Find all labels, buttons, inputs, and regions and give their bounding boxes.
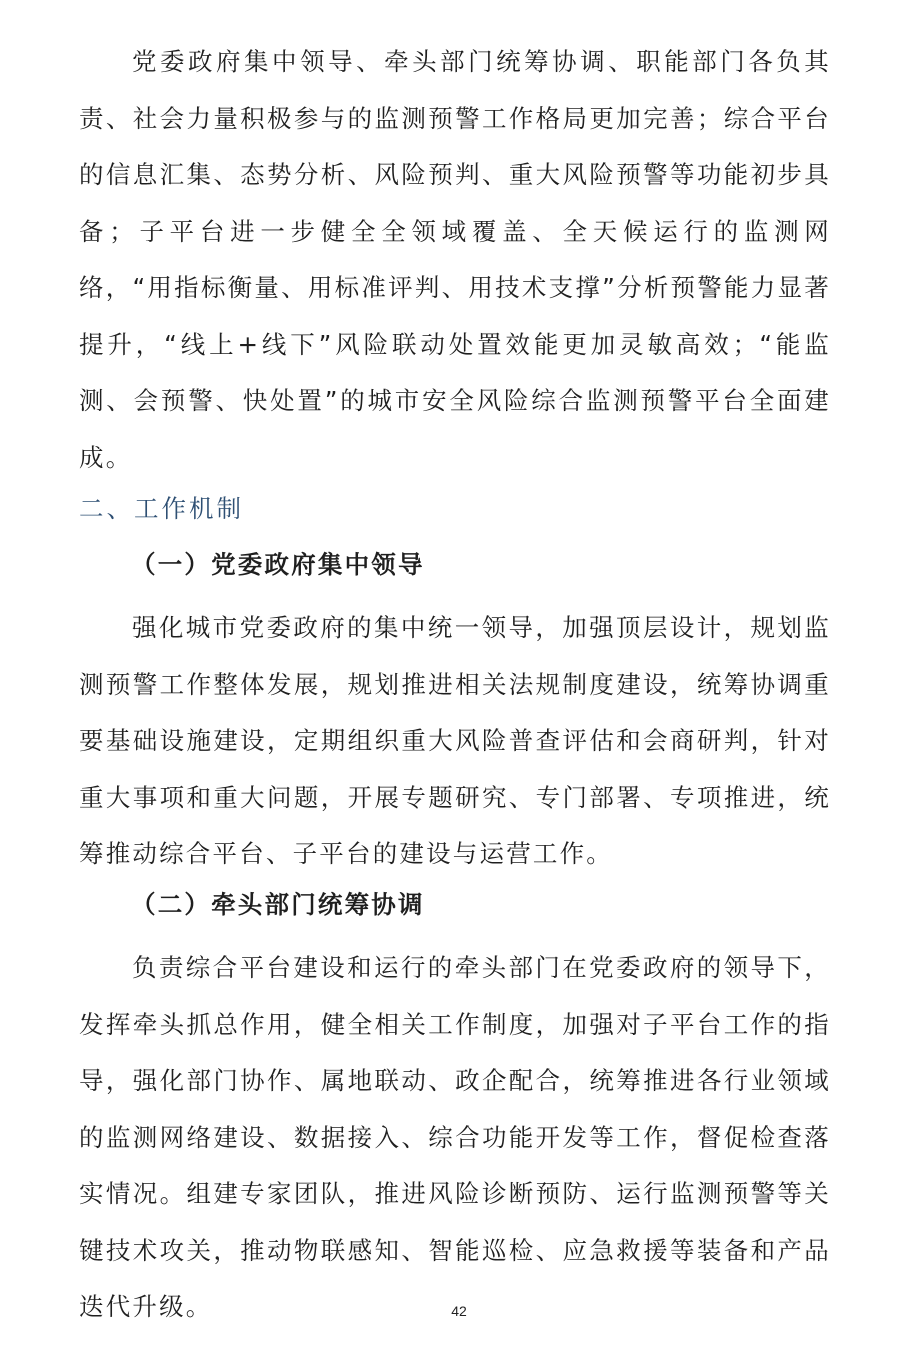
subheading-party-leadership: （一）党委政府集中领导 (131, 550, 425, 579)
subheading-lead-department: （二）牵头部门统筹协调 (131, 890, 425, 919)
page-number: 42 (451, 1303, 467, 1319)
section-heading-work-mechanism: 二、工作机制 (79, 494, 244, 523)
intro-paragraph: 党委政府集中领导、牵头部门统筹协调、职能部门各负其责、社会力量积极参与的监测预警工作格局更加完善；综合平台的信息汇集、态势分析、风险预判、重大风险预警等功能初步具备；子平台进一步健全全领域覆盖、全天候运行的监测网络，“用指标衡量、用标准评判、用技术支撑”分析预警能力显著提升，“线上+线下”风险联动处置效能更加灵敏高效；“能监测、会预警、快处置”的城市安全风险综合监测预警平台全面建成。 (79, 47, 831, 472)
coordination-paragraph: 负责综合平台建设和运行的牵头部门在党委政府的领导下，发挥牵头抓总作用，健全相关工作制度，加强对子平台工作的指导，强化部门协作、属地联动、政企配合，统筹推进各行业领域的监测网络建设、数据接入、综合功能开发等工作，督促检查落实情况。组建专家团队，推进风险诊断预防、运行监测预警等关键技术攻关，推动物联感知、智能巡检、应急救援等装备和产品迭代升级。 (79, 953, 831, 1321)
leadership-paragraph: 强化城市党委政府的集中统一领导，加强顶层设计，规划监测预警工作整体发展，规划推进相关法规制度建设，统筹协调重要基础设施建设，定期组织重大风险普查评估和会商研判，针对重大事项和重大问题，开展专题研究、专门部署、专项推进，统筹推动综合平台、子平台的建设与运营工作。 (79, 613, 831, 868)
